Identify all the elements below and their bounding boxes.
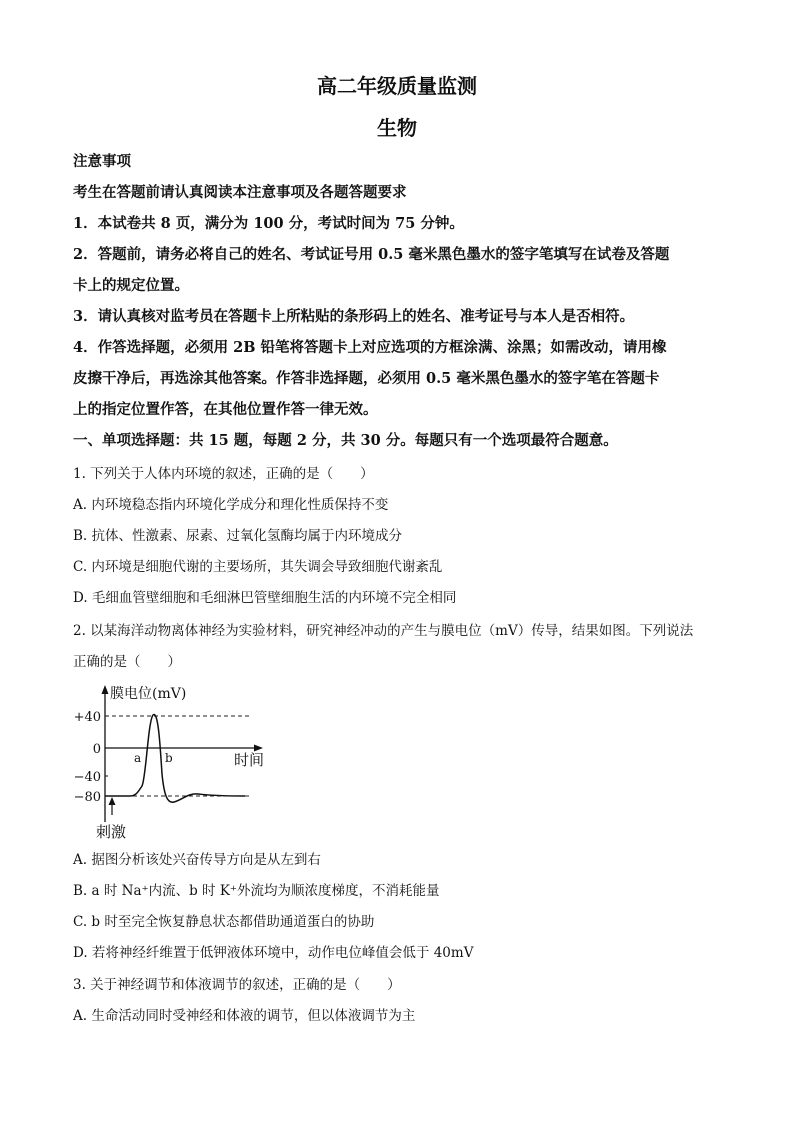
notice-item: 卡上的规定位置。: [73, 277, 189, 294]
y-tick-label: −80: [73, 790, 101, 805]
option-d: D. 若将神经纤维置于低钾液体环境中，动作电位峰值会低于 40mV: [73, 945, 474, 961]
question-stem: 1. 下列关于人体内环境的叙述，正确的是（ ）: [73, 466, 374, 482]
stimulus-label: 刺激: [96, 823, 127, 841]
notice-heading: 注意事项: [73, 153, 131, 170]
y-tick-label: 0: [92, 742, 101, 757]
option-c: C. 内环境是细胞代谢的主要场所，其失调会导致细胞代谢紊乱: [73, 559, 443, 575]
option-c: C. b 时至完全恢复静息状态都借助通道蛋白的协助: [73, 914, 375, 930]
question-stem: 2. 以某海洋动物离体神经为实验材料，研究神经冲动的产生与膜电位（mV）传导，结果如图。下列说法: [73, 623, 694, 639]
section-heading: 一、单项选择题：共 15 题，每题 2 分，共 30 分。每题只有一个选项最符合题意。: [73, 432, 618, 449]
notice-intro: 考生在答题前请认真阅读本注意事项及各题答题要求: [73, 184, 407, 201]
option-d: D. 毛细血管壁细胞和毛细淋巴管壁细胞生活的内环境不完全相同: [73, 590, 457, 606]
exam-title: 高二年级质量监测: [317, 74, 477, 98]
y-tick-label: −40: [73, 770, 101, 785]
action-potential-curve: [105, 714, 245, 802]
notice-item: 上的指定位置作答，在其他位置作答一律无效。: [73, 401, 378, 418]
y-axis-arrow: [102, 685, 109, 694]
y-axis-label: 膜电位(mV): [110, 686, 187, 702]
point-label-b: b: [165, 751, 173, 765]
notice-item: 3．请认真核对监考员在答题卡上所粘贴的条形码上的姓名、准考证号与本人是否相符。: [73, 308, 635, 325]
notice-item: 皮擦干净后，再选涂其他答案。作答非选择题，必须用 0.5 毫米黑色墨水的签字笔在答题卡: [73, 370, 660, 387]
notice-item: 2．答题前，请务必将自己的姓名、考试证号用 0.5 毫米黑色墨水的签字笔填写在试卷及答题: [73, 246, 670, 263]
question-stem-continued: 正确的是（ ）: [73, 654, 181, 670]
option-b: B. 抗体、性激素、尿素、过氧化氢酶均属于内环境成分: [73, 528, 403, 544]
option-a: A. 生命活动同时受神经和体液的调节，但以体液调节为主: [73, 1008, 416, 1024]
y-tick-label: +40: [73, 710, 101, 725]
notice-item: 1．本试卷共 8 页，满分为 100 分，考试时间为 75 分钟。: [73, 215, 464, 232]
option-a: A. 据图分析该处兴奋传导方向是从左到右: [73, 852, 321, 868]
exam-subject: 生物: [377, 116, 417, 140]
membrane-potential-graph: [70, 682, 290, 842]
question-stem: 3. 关于神经调节和体液调节的叙述，正确的是（ ）: [73, 977, 401, 993]
x-axis-label: 时间: [234, 751, 265, 769]
stimulus-arrow-head: [109, 797, 116, 805]
option-b: B. a 时 Na⁺内流、b 时 K⁺外流均为顺浓度梯度，不消耗能量: [73, 883, 440, 899]
option-a: A. 内环境稳态指内环境化学成分和理化性质保持不变: [73, 497, 389, 513]
point-label-a: a: [134, 751, 142, 765]
notice-item: 4．作答选择题，必须用 2B 铅笔将答题卡上对应选项的方框涂满、涂黑；如需改动，请用橡: [73, 339, 667, 356]
